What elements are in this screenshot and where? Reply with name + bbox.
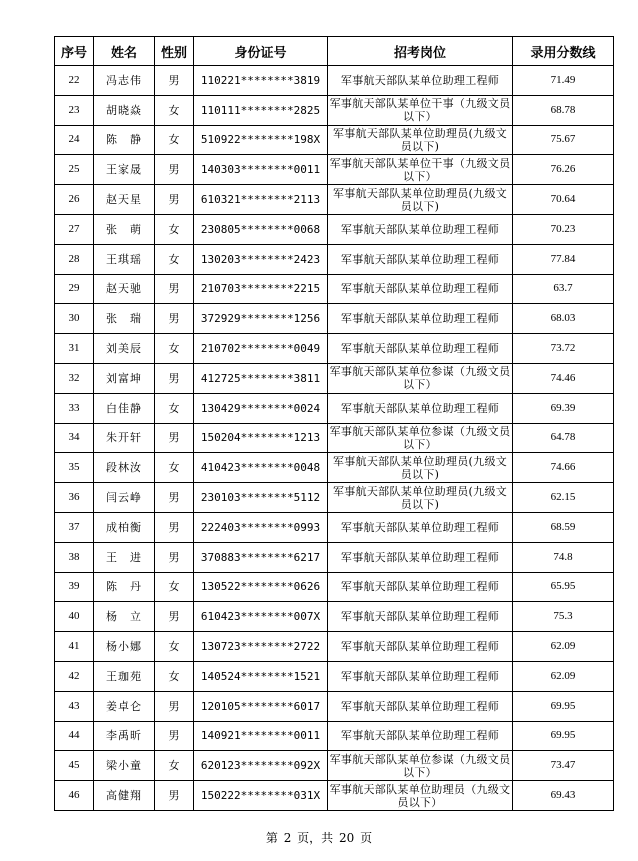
table-row [55,781,614,811]
cell-score: 62.09 [513,661,614,691]
cell-name: 王琪瑶 [94,244,155,274]
cell-id-number: 410423********0048 [194,453,328,483]
table-row [55,572,614,602]
cell-id-number: 110111********2825 [194,95,328,125]
cell-score: 69.43 [513,781,614,811]
cell-id-number: 230103********5112 [194,483,328,513]
cell-gender: 男 [155,363,194,393]
cell-id-number: 120105********6017 [194,691,328,721]
table-row [55,393,614,423]
cell-position: 军事航天部队某单位参谋（九级文员以下） [328,363,513,393]
cell-name: 刘美辰 [94,334,155,364]
cell-gender: 男 [155,66,194,96]
cell-seq: 30 [55,304,94,334]
cell-score: 70.23 [513,214,614,244]
cell-id-number: 610321********2113 [194,185,328,215]
cell-name: 高健翔 [94,781,155,811]
cell-gender: 男 [155,542,194,572]
cell-score: 68.78 [513,95,614,125]
cell-id-number: 150222********031X [194,781,328,811]
cell-gender: 女 [155,95,194,125]
cell-name: 冯志伟 [94,66,155,96]
table-row [55,125,614,155]
cell-seq: 29 [55,274,94,304]
cell-seq: 35 [55,453,94,483]
table-row [55,483,614,513]
cell-id-number: 610423********007X [194,602,328,632]
cell-gender: 男 [155,691,194,721]
cell-gender: 女 [155,125,194,155]
cell-score: 74.8 [513,542,614,572]
cell-gender: 女 [155,453,194,483]
table-row [55,155,614,185]
cell-id-number: 130429********0024 [194,393,328,423]
cell-seq: 25 [55,155,94,185]
table-header-row [55,37,614,66]
cell-score: 74.66 [513,453,614,483]
cell-seq: 27 [55,214,94,244]
table-row [55,661,614,691]
cell-seq: 34 [55,423,94,453]
cell-gender: 男 [155,185,194,215]
cell-position: 军事航天部队某单位助理员(九级文员以下) [328,453,513,483]
cell-id-number: 150204********1213 [194,423,328,453]
cell-seq: 37 [55,512,94,542]
cell-id-number: 210703********2215 [194,274,328,304]
cell-id-number: 222403********0993 [194,512,328,542]
footer-total-pages: 20 [339,831,355,845]
cell-seq: 40 [55,602,94,632]
cell-seq: 31 [55,334,94,364]
cell-name: 杨 立 [94,602,155,632]
cell-position: 军事航天部队某单位参谋（九级文员以下） [328,751,513,781]
cell-score: 68.03 [513,304,614,334]
cell-position: 军事航天部队某单位干事（九级文员以下） [328,155,513,185]
footer-prefix: 第 [265,831,278,845]
cell-score: 62.09 [513,632,614,662]
cell-seq: 46 [55,781,94,811]
cell-score: 73.47 [513,751,614,781]
cell-name: 陈 静 [94,125,155,155]
cell-gender: 女 [155,244,194,274]
cell-name: 梁小童 [94,751,155,781]
header-gender: 性别 [155,37,194,66]
cell-gender: 女 [155,572,194,602]
cell-seq: 39 [55,572,94,602]
cell-position: 军事航天部队某单位助理工程师 [328,602,513,632]
cell-seq: 33 [55,393,94,423]
table-row [55,721,614,751]
cell-score: 65.95 [513,572,614,602]
cell-name: 闫云峥 [94,483,155,513]
table-row [55,632,614,662]
table-row [55,602,614,632]
cell-position: 军事航天部队某单位助理工程师 [328,661,513,691]
cell-gender: 女 [155,214,194,244]
cell-position: 军事航天部队某单位助理员(九级文员以下) [328,185,513,215]
cell-name: 张 瑞 [94,304,155,334]
header-name: 姓名 [94,37,155,66]
table-row [55,691,614,721]
cell-seq: 36 [55,483,94,513]
cell-name: 王家晟 [94,155,155,185]
cell-score: 69.95 [513,721,614,751]
table-row [55,453,614,483]
cell-score: 63.7 [513,274,614,304]
table-row [55,334,614,364]
cell-seq: 26 [55,185,94,215]
cell-gender: 男 [155,423,194,453]
table-row [55,66,614,96]
table-row [55,95,614,125]
cell-id-number: 210702********0049 [194,334,328,364]
cell-score: 71.49 [513,66,614,96]
cell-score: 70.64 [513,185,614,215]
header-position: 招考岗位 [328,37,513,66]
cell-id-number: 140303********0011 [194,155,328,185]
cell-id-number: 372929********1256 [194,304,328,334]
cell-position: 军事航天部队某单位助理工程师 [328,721,513,751]
cell-gender: 男 [155,602,194,632]
table-row [55,244,614,274]
cell-gender: 男 [155,721,194,751]
cell-id-number: 412725********3811 [194,363,328,393]
cell-score: 75.3 [513,602,614,632]
header-seq: 序号 [55,37,94,66]
page-footer [0,829,638,846]
cell-score: 69.95 [513,691,614,721]
cell-score: 74.46 [513,363,614,393]
cell-id-number: 110221********3819 [194,66,328,96]
header-id-number: 身份证号 [194,37,328,66]
cell-score: 75.67 [513,125,614,155]
cell-gender: 女 [155,632,194,662]
cell-name: 胡晓焱 [94,95,155,125]
cell-seq: 23 [55,95,94,125]
cell-position: 军事航天部队某单位助理工程师 [328,304,513,334]
cell-id-number: 230805********0068 [194,214,328,244]
table-row [55,423,614,453]
cell-name: 张 萌 [94,214,155,244]
cell-seq: 43 [55,691,94,721]
cell-id-number: 130522********0626 [194,572,328,602]
cell-name: 刘富坤 [94,363,155,393]
cell-position: 军事航天部队某单位参谋（九级文员以下） [328,423,513,453]
table-row [55,214,614,244]
table-row [55,304,614,334]
table-row [55,185,614,215]
cell-gender: 男 [155,512,194,542]
cell-seq: 38 [55,542,94,572]
cell-seq: 24 [55,125,94,155]
cell-position: 军事航天部队某单位助理工程师 [328,572,513,602]
cell-score: 76.26 [513,155,614,185]
cell-seq: 28 [55,244,94,274]
cell-score: 68.59 [513,512,614,542]
footer-suffix: 页 [360,831,373,845]
cell-gender: 男 [155,155,194,185]
cell-score: 64.78 [513,423,614,453]
cell-position: 军事航天部队某单位干事（九级文员以下） [328,95,513,125]
cell-seq: 44 [55,721,94,751]
cell-score: 77.84 [513,244,614,274]
cell-id-number: 620123********092X [194,751,328,781]
cell-seq: 41 [55,632,94,662]
cell-gender: 女 [155,661,194,691]
cell-position: 军事航天部队某单位助理员(九级文员以下) [328,125,513,155]
cell-name: 王珈苑 [94,661,155,691]
admission-score-table [54,36,614,811]
cell-name: 姜卓仑 [94,691,155,721]
table-row [55,542,614,572]
cell-position: 军事航天部队某单位助理工程师 [328,632,513,662]
cell-seq: 32 [55,363,94,393]
cell-name: 赵天星 [94,185,155,215]
cell-position: 军事航天部队某单位助理工程师 [328,512,513,542]
cell-seq: 22 [55,66,94,96]
cell-seq: 45 [55,751,94,781]
cell-position: 军事航天部队某单位助理工程师 [328,542,513,572]
cell-name: 段林汝 [94,453,155,483]
cell-gender: 女 [155,751,194,781]
cell-id-number: 130203********2423 [194,244,328,274]
header-score: 录用分数线 [513,37,614,66]
cell-gender: 男 [155,274,194,304]
cell-score: 73.72 [513,334,614,364]
cell-position: 军事航天部队某单位助理员（九级文员以下） [328,781,513,811]
cell-position: 军事航天部队某单位助理工程师 [328,691,513,721]
cell-position: 军事航天部队某单位助理工程师 [328,244,513,274]
cell-id-number: 370883********6217 [194,542,328,572]
cell-gender: 男 [155,781,194,811]
cell-name: 朱开轩 [94,423,155,453]
cell-score: 62.15 [513,483,614,513]
cell-id-number: 130723********2722 [194,632,328,662]
cell-position: 军事航天部队某单位助理工程师 [328,66,513,96]
cell-position: 军事航天部队某单位助理工程师 [328,214,513,244]
cell-gender: 女 [155,393,194,423]
cell-position: 军事航天部队某单位助理工程师 [328,274,513,304]
cell-id-number: 140921********0011 [194,721,328,751]
cell-position: 军事航天部队某单位助理工程师 [328,393,513,423]
cell-name: 杨小娜 [94,632,155,662]
cell-id-number: 510922********198X [194,125,328,155]
cell-name: 王 进 [94,542,155,572]
cell-name: 李禹昕 [94,721,155,751]
cell-id-number: 140524********1521 [194,661,328,691]
footer-page-number: 2 [283,831,292,845]
cell-position: 军事航天部队某单位助理工程师 [328,334,513,364]
table-row [55,363,614,393]
cell-name: 赵天驰 [94,274,155,304]
table-row [55,751,614,781]
table-row [55,274,614,304]
table-row [55,512,614,542]
cell-gender: 男 [155,483,194,513]
footer-mid: 页，共 [297,831,334,845]
cell-name: 白佳静 [94,393,155,423]
cell-position: 军事航天部队某单位助理员(九级文员以下) [328,483,513,513]
cell-seq: 42 [55,661,94,691]
cell-name: 陈 丹 [94,572,155,602]
cell-gender: 女 [155,334,194,364]
cell-gender: 男 [155,304,194,334]
cell-name: 成柏衡 [94,512,155,542]
cell-score: 69.39 [513,393,614,423]
table-body [55,66,614,811]
